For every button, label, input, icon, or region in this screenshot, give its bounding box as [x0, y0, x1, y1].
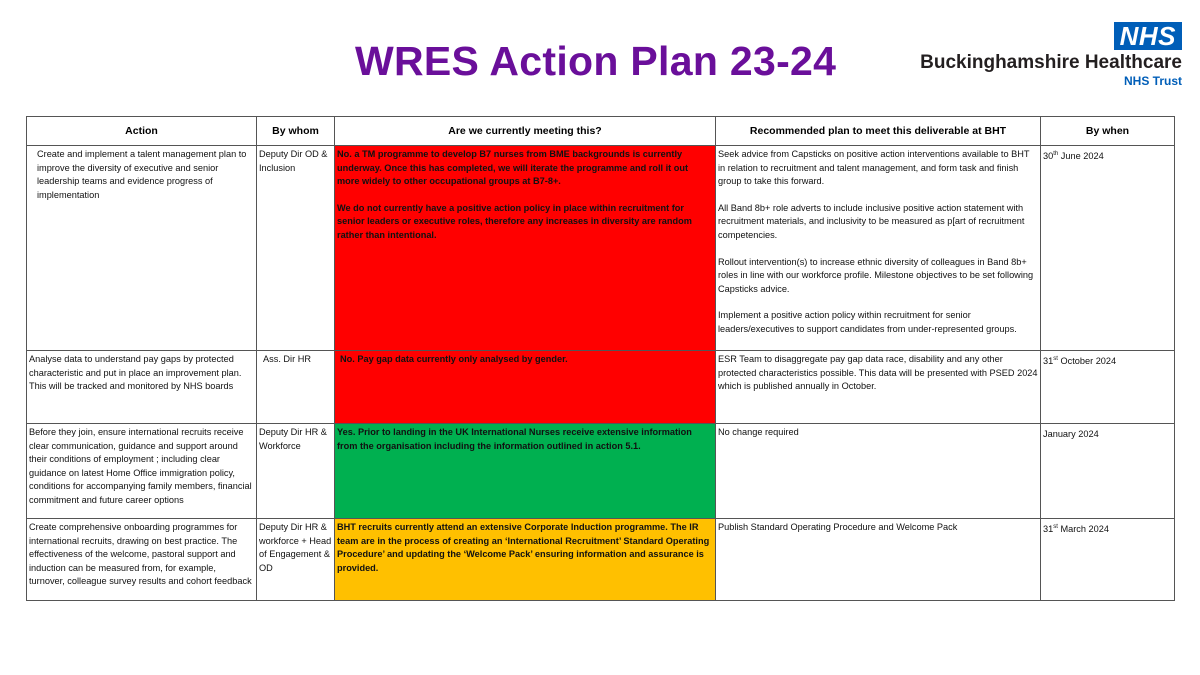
- by-when-cell: 31st March 2024: [1041, 519, 1175, 601]
- header-by-whom: By whom: [257, 117, 335, 146]
- table-row: [27, 351, 1175, 424]
- action-plan-table: [26, 116, 1175, 601]
- header-meeting: Are we currently meeting this?: [335, 117, 716, 146]
- header-plan: Recommended plan to meet this deliverable at BHT: [716, 117, 1041, 146]
- page-title: WRES Action Plan 23-24: [355, 38, 837, 84]
- by-when-cell: 30th June 2024: [1041, 146, 1175, 351]
- by-whom-cell: Deputy Dir OD & Inclusion: [257, 146, 335, 351]
- table-row: [27, 146, 1175, 351]
- action-cell: Analyse data to understand pay gaps by protected characteristic and put in place an improvement plan. This will be tracked and monitored by NHS boards: [27, 351, 257, 424]
- action-cell: Before they join, ensure international recruits receive clear communication, guidance and support around their conditions of employment ; including clear guidance on latest Home Office immigration policy, conditions for accompanying family members, financial commitment and future career options: [27, 424, 257, 519]
- org-subtitle: NHS Trust: [1123, 74, 1182, 88]
- status-cell-red: No. a TM programme to develop B7 nurses from BME backgrounds is currently underway. Once this has completed, we will iterate the programme and roll it out more widely to other occupational groups at B7-8+. We do not currently have a positive action policy in place within recruitment for senior leaders or executive roles, therefore any increases in diversity are random rather than intentional.: [335, 146, 716, 351]
- table-row: [27, 424, 1175, 519]
- by-whom-cell: Deputy Dir HR & Workforce: [257, 424, 335, 519]
- by-when-cell: 31st October 2024: [1041, 351, 1175, 424]
- table-row: [27, 519, 1175, 601]
- plan-cell: No change required: [716, 424, 1041, 519]
- table-header-row: [27, 117, 1175, 146]
- org-name: Buckinghamshire Healthcare: [920, 52, 1182, 73]
- header-by-when: By when: [1041, 117, 1175, 146]
- plan-cell: ESR Team to disaggregate pay gap data race, disability and any other protected characteristics possible. This data will be presented with PSED 2024 which is published annually in October.: [716, 351, 1041, 424]
- header-action: Action: [27, 117, 257, 146]
- plan-cell: Publish Standard Operating Procedure and Welcome Pack: [716, 519, 1041, 601]
- action-cell: Create comprehensive onboarding programmes for international recruits, drawing on best practice. The effectiveness of the welcome, pastoral support and induction can be measured from, for example, turnover, colleague survey results and cohort feedback: [27, 519, 257, 601]
- plan-cell: Seek advice from Capsticks on positive action interventions available to BHT in relation to recruitment and talent management, and form task and finish group to take this forward. All Band 8b+ role adverts to include inclusive positive action statement with recruitment materials, and inclusivity to be measured as p[art of recruitment competencies. Rollout intervention(s) to increase ethnic diversity of colleagues in Band 8b+ roles in line with our workforce profile. Milestone objectives to be set following Capsticks advice. Implement a positive action policy within recruitment for senior leaders/executives to support candidates from under-represented groups.: [716, 146, 1041, 351]
- status-cell-amber: BHT recruits currently attend an extensive Corporate Induction programme. The IR team are in the process of creating an ‘International Recruitment’ Standard Operating Procedure’ and updating the ‘Welcome Pack’ ensuring information and assurance is provided.: [335, 519, 716, 601]
- action-cell: Create and implement a talent management plan to improve the diversity of executive and senior leadership teams and evidence progress of implementation: [27, 146, 257, 351]
- by-whom-cell: Ass. Dir HR: [257, 351, 335, 424]
- by-when-cell: January 2024: [1041, 424, 1175, 519]
- status-cell-red: No. Pay gap data currently only analysed by gender.: [335, 351, 716, 424]
- nhs-badge: NHS: [1114, 22, 1182, 50]
- nhs-trust-logo: [922, 20, 1182, 90]
- by-whom-cell: Deputy Dir HR & workforce + Head of Engagement & OD: [257, 519, 335, 601]
- status-cell-green: Yes. Prior to landing in the UK International Nurses receive extensive information from the organisation including the information outlined in action 5.1.: [335, 424, 716, 519]
